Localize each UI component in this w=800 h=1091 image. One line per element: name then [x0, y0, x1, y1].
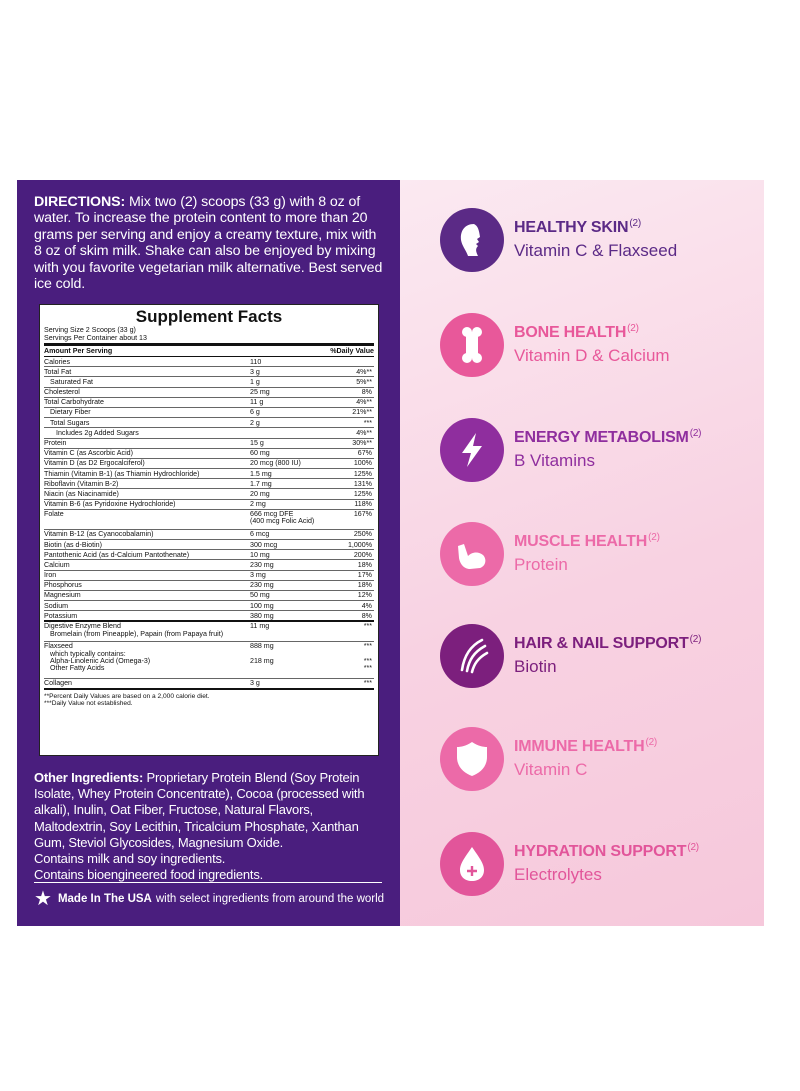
contains-milk-soy: Contains milk and soy ingredients. — [34, 851, 226, 867]
footnote-percent-dv: **Percent Daily Values are based on a 2,000 calorie diet. — [44, 692, 210, 700]
other-ingredients-label: Other Ingredients: — [34, 770, 144, 785]
benefit-bone-health — [440, 313, 760, 381]
footnote-mark: (2) — [629, 218, 641, 229]
row-dv: 30%** — [352, 439, 372, 447]
row-dv: 8% — [361, 388, 372, 397]
row-amount: 15 g — [250, 439, 264, 447]
row-amount: 6 mcg — [250, 530, 270, 539]
daily-value-header: %Daily Value — [330, 346, 374, 355]
row-dv: 8% — [361, 611, 372, 620]
row-amount: 11 g — [250, 398, 264, 407]
benefits-panel — [400, 180, 764, 926]
row-amount: 1.7 mg — [250, 479, 272, 488]
row-amount: 110 — [250, 357, 262, 366]
row-dv: 200% — [353, 550, 372, 559]
facts-row — [44, 489, 374, 499]
made-in-usa-text: with select ingredients from around the world — [155, 893, 385, 905]
facts-rows — [44, 357, 374, 622]
benefit-title: HYDRATION SUPPORT — [514, 843, 687, 860]
row-amount: 380 mg — [250, 611, 274, 620]
benefit-title: IMMUNE HEALTH — [514, 738, 645, 755]
row-name: Vitamin B-12 (as Cyanocobalamin) — [44, 530, 154, 539]
row-name: Vitamin D (as D2 Ergocalciferol) — [44, 459, 145, 468]
row-dv: 100% — [353, 459, 372, 468]
benefit-hair-nail-support — [440, 624, 760, 692]
directions-body: Mix two (2) scoops (33 g) with 8 oz of water. To increase the protein content to more than 20 grams per serving and enjoy a creamy texture, mix with 8 oz of skim milk. Shake can also be enjoyed by mixing with you favorite vegetarian milk alternative. Best served ice cold. — [34, 194, 383, 293]
row-amount: 218 mg — [250, 656, 274, 665]
row-amount: 1 g — [250, 377, 260, 386]
row-dv: 131% — [353, 479, 372, 488]
other-ingredients-text: Proprietary Protein Blend (Soy Protein Isolate, Whey Protein Concentrate), Cocoa (processed with alkali), Inulin, Oat Fiber, Fructose, Natural Flavors, Maltodextrin, Soy Lecithin, Tricalcium Phosphate, Xanthan Gum, Steviol Glycosides, Magnesium Oxide. — [34, 770, 365, 850]
usa-divider — [34, 882, 382, 883]
facts-row-collagen — [44, 679, 374, 690]
facts-row — [44, 500, 374, 510]
row-amount: 1.5 mg — [250, 469, 272, 478]
facts-row — [44, 418, 374, 428]
row-name: Pantothenic Acid (as d-Calcium Pantothenate) — [44, 550, 190, 559]
row-name: Vitamin B-6 (as Pyridoxine Hydrochloride) — [44, 500, 176, 509]
row-name: Protein — [44, 439, 67, 447]
row-name: Magnesium — [44, 591, 81, 600]
row-amount: 300 mcg — [250, 540, 278, 549]
facts-row — [44, 449, 374, 459]
lightning-icon — [440, 418, 504, 482]
star-icon: ★ — [34, 888, 52, 910]
benefit-subtitle: Vitamin C & Flaxseed — [514, 241, 678, 260]
row-amount: 11 mg — [250, 622, 270, 631]
benefit-hydration-support — [440, 832, 760, 900]
row-amount: 666 mcg DFE — [250, 510, 294, 519]
facts-row — [44, 560, 374, 570]
facts-row — [44, 459, 374, 469]
footnote-mark: (2) — [689, 634, 702, 645]
made-in-usa-label: Made In The USA — [57, 893, 152, 905]
footnote-mark: (2) — [689, 428, 702, 439]
row-dv: *** — [363, 656, 372, 665]
benefit-title: HEALTHY SKIN — [514, 219, 629, 236]
facts-row — [44, 591, 374, 601]
row-dv: 4%** — [356, 428, 372, 437]
row-dv: 4%** — [356, 367, 372, 376]
benefit-subtitle: Electrolytes — [514, 865, 602, 884]
facts-row — [44, 357, 374, 367]
row-name: Collagen — [44, 679, 73, 688]
row-dv: *** — [363, 642, 372, 651]
row-name: Saturated Fat — [50, 377, 93, 386]
row-amount-note: (400 mcg Folic Acid) — [250, 517, 315, 526]
facts-divider — [44, 343, 374, 346]
footnote-mark: (2) — [648, 532, 660, 543]
row-amount: 888 mg — [250, 642, 274, 651]
row-amount: 2 g — [250, 418, 260, 427]
benefit-title: MUSCLE HEALTH — [514, 533, 648, 550]
row-subname: Bromelain (from Pineapple), Papain (from Papaya fruit) — [50, 629, 224, 638]
row-name: Total Carbohydrate — [44, 398, 104, 407]
row-amount: 20 mcg (800 IU) — [250, 459, 301, 468]
row-dv: 125% — [353, 469, 372, 478]
row-dv: 125% — [353, 489, 372, 498]
row-amount: 6 g — [250, 408, 260, 417]
made-in-usa — [34, 888, 394, 910]
row-amount: 100 mg — [250, 601, 274, 610]
row-amount: 3 g — [250, 679, 260, 688]
row-dv: 18% — [357, 581, 372, 590]
facts-row — [44, 510, 374, 530]
directions-text — [34, 194, 386, 292]
row-dv: 1,000% — [347, 540, 372, 549]
facts-row — [44, 377, 374, 387]
row-dv: 17% — [357, 571, 372, 580]
facts-row-flaxseed — [44, 642, 374, 679]
row-amount: 3 mg — [250, 571, 266, 580]
facts-row — [44, 388, 374, 398]
directions-label: DIRECTIONS: — [34, 194, 126, 210]
facts-row — [44, 398, 374, 408]
row-subname: Alpha-Linolenic Acid (Omega-3) — [50, 656, 151, 665]
facts-row — [44, 550, 374, 560]
row-amount: 25 mg — [250, 388, 270, 397]
supplement-facts-title: Supplement Facts — [135, 307, 283, 326]
row-name: Phosphorus — [44, 581, 82, 590]
facts-row — [44, 571, 374, 581]
row-dv: 12% — [357, 591, 372, 600]
flexed-arm-icon — [440, 522, 504, 586]
benefit-muscle-health — [440, 522, 760, 590]
amount-per-serving-header: Amount Per Serving — [44, 346, 113, 355]
row-name: Flaxseed — [44, 642, 73, 651]
row-name: Digestive Enzyme Blend — [44, 622, 121, 631]
row-name: Niacin (as Niacinamide) — [44, 489, 119, 498]
row-dv: *** — [363, 679, 372, 688]
facts-row-enzyme — [44, 622, 374, 642]
facts-row — [44, 408, 374, 418]
row-name: Potassium — [44, 611, 78, 620]
row-amount: 230 mg — [250, 560, 274, 569]
row-name: Riboflavin (Vitamin B-2) — [44, 479, 119, 488]
benefit-title: BONE HEALTH — [514, 324, 627, 341]
row-dv: 4%** — [356, 398, 372, 407]
row-dv: 5%** — [356, 377, 372, 386]
row-name: Total Fat — [44, 367, 72, 376]
row-dv: 167% — [353, 510, 372, 519]
row-amount: 230 mg — [250, 581, 274, 590]
row-dv: *** — [363, 663, 372, 672]
benefit-title: ENERGY METABOLISM — [514, 429, 689, 446]
facts-row — [44, 581, 374, 591]
row-dv: 67% — [357, 449, 372, 458]
benefit-subtitle: Vitamin D & Calcium — [514, 346, 670, 365]
ingredients-panel — [17, 180, 400, 926]
benefit-healthy-skin — [440, 208, 760, 276]
bone-icon — [440, 313, 504, 377]
row-name: Calories — [44, 357, 71, 366]
benefit-energy-metabolism — [440, 418, 760, 486]
facts-row — [44, 469, 374, 479]
row-name: Thiamin (Vitamin B-1) (as Thiamin Hydrochloride) — [44, 469, 200, 478]
footnote-mark: (2) — [627, 323, 639, 334]
footnote-mark: (2) — [645, 737, 658, 748]
contains-bioengineered: Contains bioengineered food ingredients. — [34, 867, 264, 883]
footnote-dv-not-established: ***Daily Value not established. — [44, 700, 133, 708]
row-amount: 50 mg — [250, 591, 270, 600]
row-name: Calcium — [44, 560, 70, 569]
benefit-subtitle: Vitamin C — [514, 760, 588, 779]
facts-header-row — [44, 347, 374, 357]
facts-row — [44, 530, 374, 540]
row-dv: 21%** — [352, 408, 372, 417]
row-dv: 118% — [354, 500, 372, 509]
row-name: Sodium — [44, 601, 69, 610]
other-ingredients — [34, 770, 386, 883]
facts-row — [44, 540, 374, 550]
row-subname: which typically contains: — [50, 649, 126, 658]
benefit-subtitle: Biotin — [514, 657, 557, 676]
row-name: Includes 2g Added Sugars — [56, 428, 139, 437]
facts-row — [44, 428, 374, 438]
facts-row — [44, 601, 374, 611]
row-name: Iron — [44, 571, 57, 580]
row-dv: *** — [363, 622, 372, 631]
row-amount: 20 mg — [250, 489, 270, 498]
row-dv: *** — [363, 418, 372, 427]
row-name: Folate — [44, 510, 64, 519]
shield-icon — [440, 727, 504, 791]
servings-per-container: Servings Per Container about 13 — [44, 334, 147, 342]
supplement-facts-panel — [39, 304, 379, 756]
facts-row — [44, 479, 374, 489]
row-amount: 10 mg — [250, 550, 270, 559]
row-name: Biotin (as d-Biotin) — [44, 540, 102, 549]
face-profile-icon — [440, 208, 504, 272]
row-name: Total Sugars — [50, 418, 90, 427]
serving-size: Serving Size 2 Scoops (33 g) — [44, 326, 136, 334]
row-dv: 250% — [353, 530, 372, 539]
facts-row — [44, 439, 374, 449]
row-amount: 60 mg — [250, 449, 270, 458]
droplet-plus-icon — [440, 832, 504, 896]
row-name: Dietary Fiber — [50, 408, 91, 417]
row-name: Vitamin C (as Ascorbic Acid) — [44, 449, 133, 458]
footnote-mark: (2) — [687, 842, 699, 853]
benefit-title: HAIR & NAIL SUPPORT — [514, 635, 689, 652]
row-amount: 2 mg — [250, 500, 266, 509]
row-subname: Other Fatty Acids — [50, 663, 105, 672]
row-dv: 18% — [357, 560, 372, 569]
row-name: Cholesterol — [44, 388, 80, 397]
row-amount: 3 g — [250, 367, 260, 376]
benefit-subtitle: B Vitamins — [514, 451, 595, 470]
benefit-immune-health — [440, 727, 760, 795]
hair-icon — [440, 624, 504, 688]
facts-row — [44, 367, 374, 377]
row-dv: 4% — [361, 601, 372, 610]
facts-row — [44, 611, 374, 622]
benefit-subtitle: Protein — [514, 555, 568, 574]
